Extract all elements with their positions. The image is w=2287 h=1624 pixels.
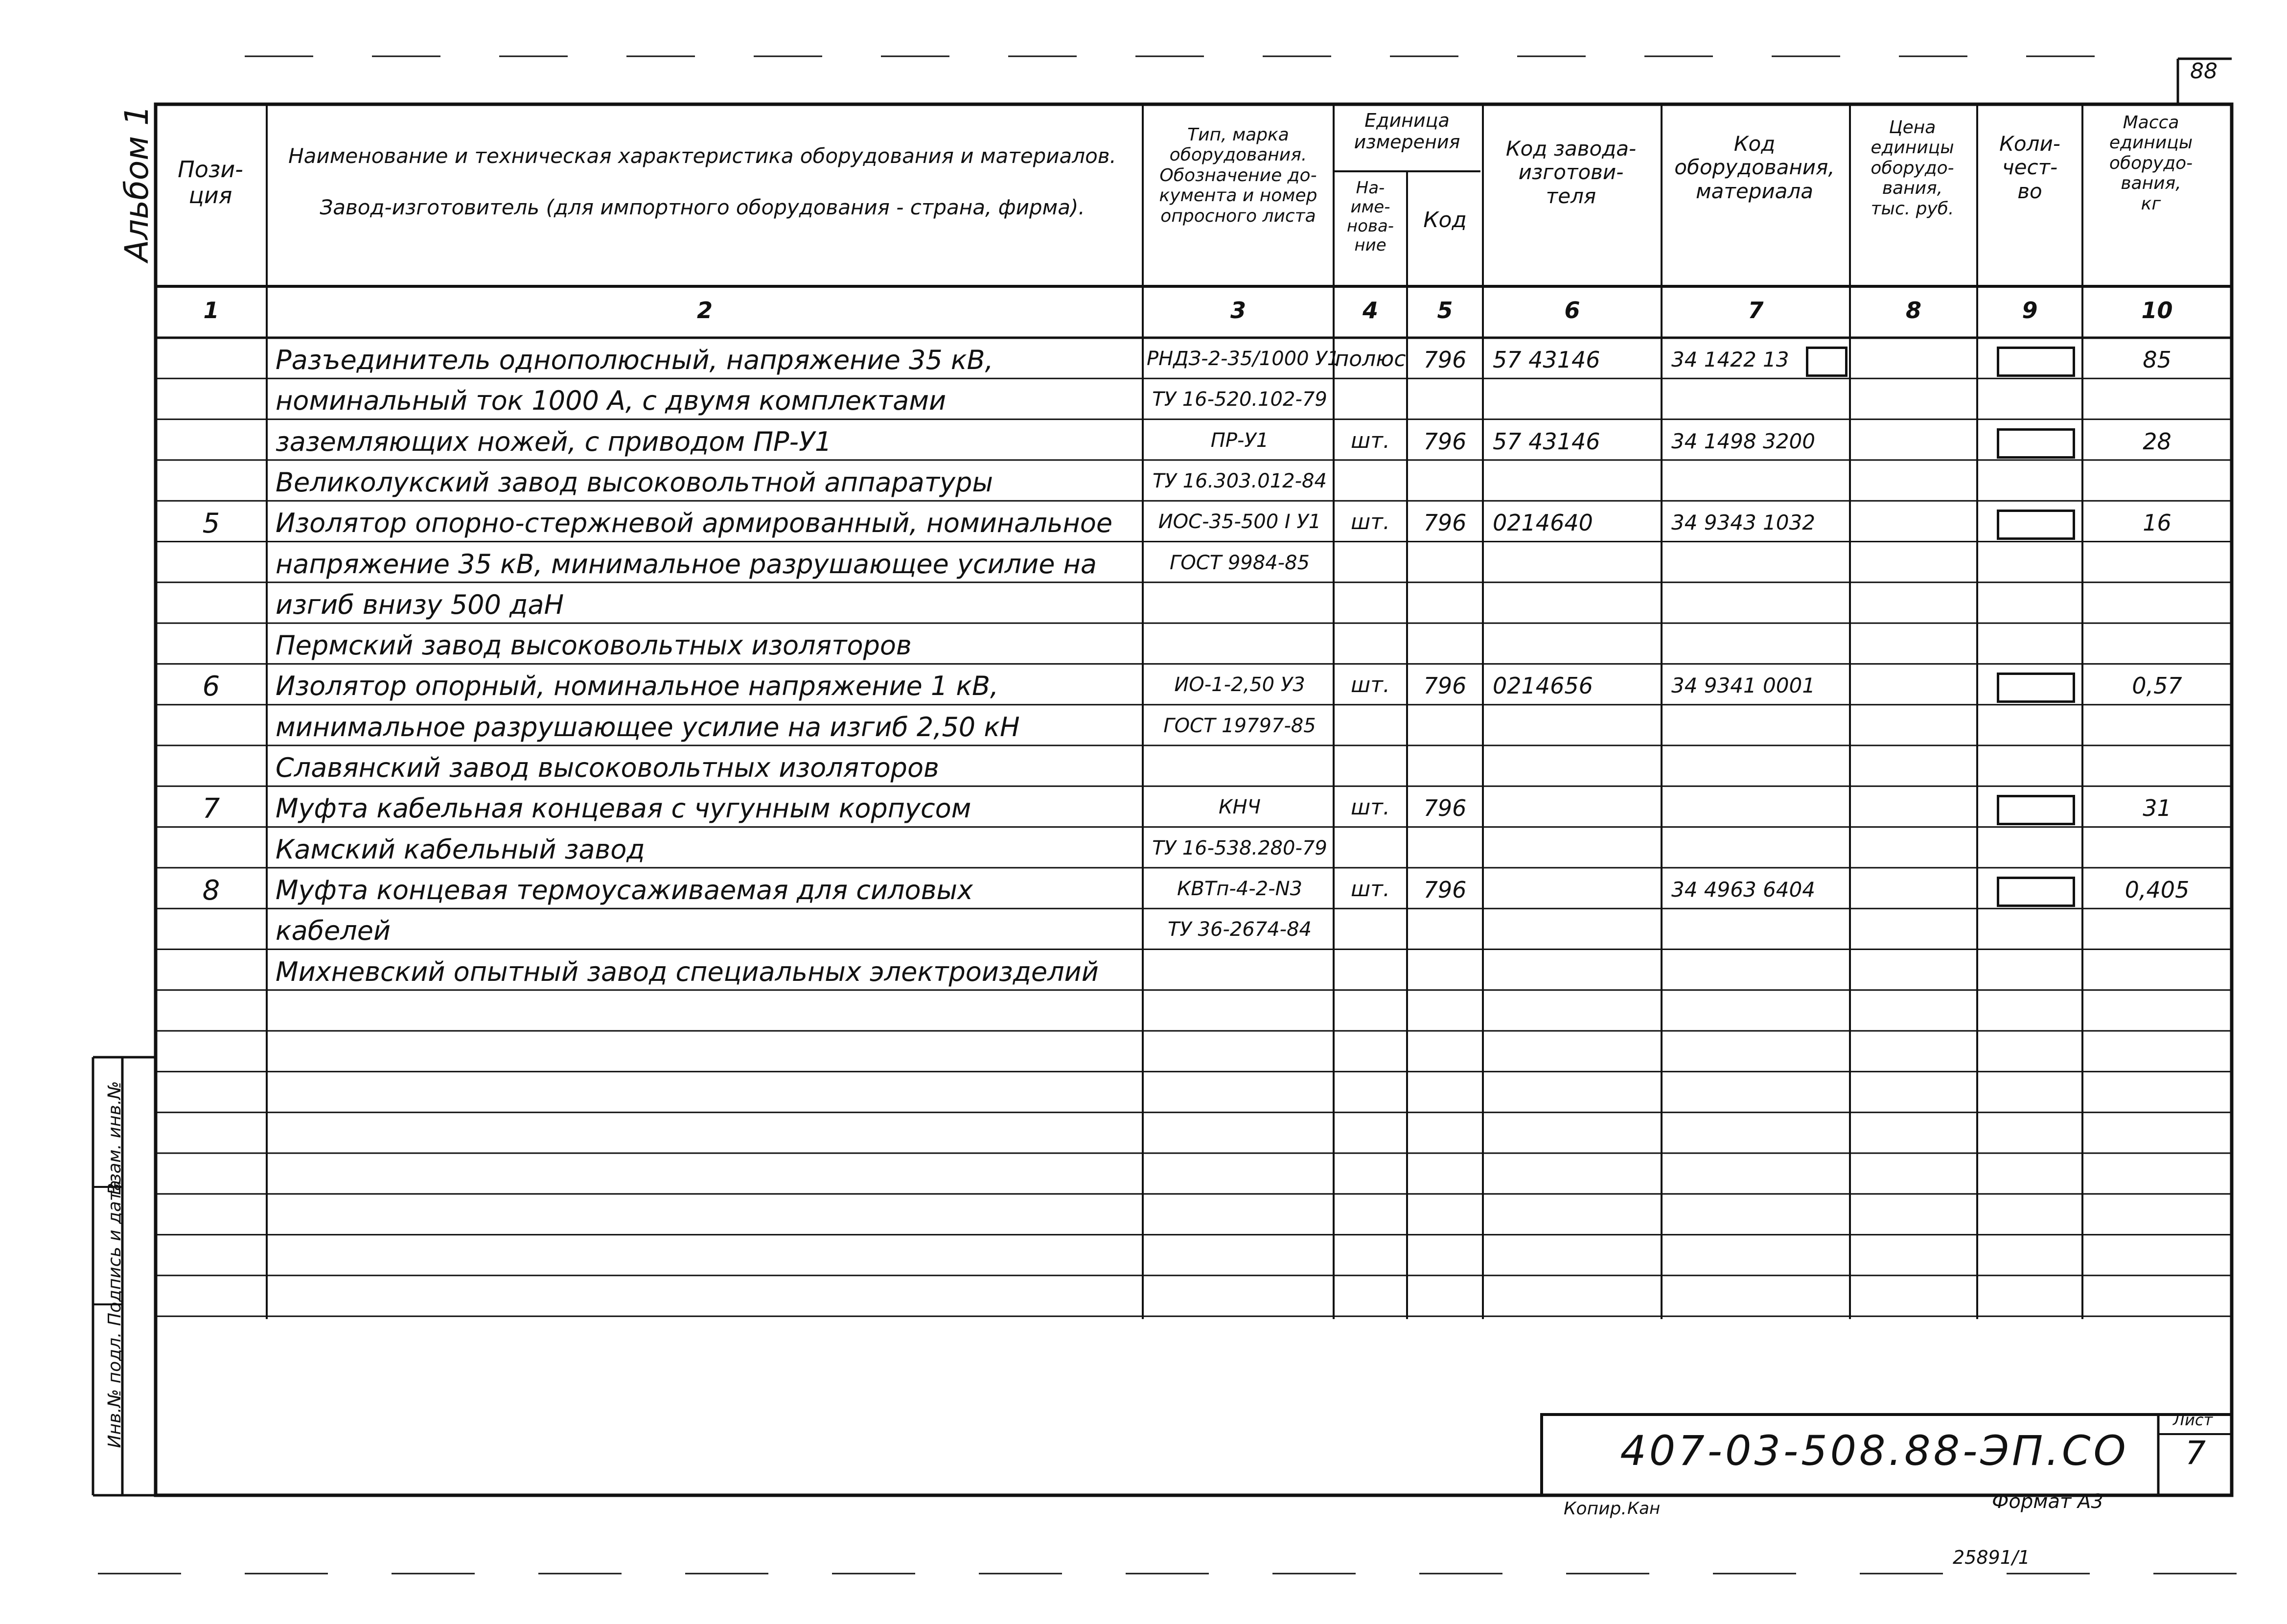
row-unit-code: 796 (1423, 510, 1467, 536)
column-number-4: 4 (1362, 297, 1378, 324)
column-number-1: 1 (203, 297, 219, 324)
row-mass: 0,405 (2125, 876, 2190, 903)
header-col1: Пози- ция (178, 156, 243, 209)
row-equipment-code: 34 1498 3200 (1671, 429, 1815, 453)
row-unit: шт. (1351, 795, 1390, 820)
side-stamp-signature-date: Подпись и дата (105, 1180, 125, 1326)
row-unit: шт. (1351, 510, 1390, 535)
row-name: Муфта кабельная концевая с чугунным корпусом (276, 793, 971, 824)
row-type: ТУ 16.303.012-84 (1153, 469, 1327, 492)
row-name: Михневский опытный завод специальных электроизделий (276, 956, 1099, 987)
row-name: заземляющих ножей, с приводом ПР-У1 (276, 426, 832, 457)
header-col6: Код завода- изготови- теля (1505, 137, 1637, 208)
row-unit-code: 796 (1423, 876, 1467, 903)
row-plant-code: 57 43146 (1493, 347, 1600, 373)
row-position: 6 (202, 671, 220, 703)
header-col10: Масса единицы оборудо- вания, кг (2109, 113, 2193, 214)
row-unit: полюс (1335, 347, 1406, 371)
copied-signature: Кан (1627, 1499, 1661, 1518)
side-stamp-vzam-inv: Взам. инв.№ (105, 1081, 125, 1195)
album-label: Альбом 1 (118, 105, 156, 262)
header-col3: Тип, марка оборудования. Обозначение до- кумента и номер опросного листа (1159, 125, 1317, 226)
row-equipment-code: 34 1422 13 (1671, 348, 1789, 371)
column-number-5: 5 (1437, 297, 1453, 324)
copied-label: Копир. (1564, 1499, 1627, 1519)
header-col45-group: Единица измерения (1354, 110, 1460, 153)
row-unit: шт. (1351, 876, 1390, 902)
row-mass: 16 (2143, 510, 2171, 536)
header-col2-line1: Наименование и техническая характеристика оборудования и материалов. (288, 144, 1116, 168)
row-name: кабелей (276, 915, 391, 947)
row-unit: шт. (1351, 673, 1390, 698)
row-name: напряжение 35 кВ, минимальное разрушающее усилие на (276, 548, 1097, 580)
column-number-6: 6 (1564, 297, 1580, 324)
row-name: Великолукский завод высоковольтной аппаратуры (276, 466, 993, 498)
row-type: ГОСТ 9984-85 (1170, 551, 1310, 574)
format-label: Формат А3 (1992, 1490, 2103, 1513)
row-position: 7 (202, 793, 220, 825)
row-type: ТУ 16-520.102-79 (1152, 388, 1327, 411)
column-number-2: 2 (696, 297, 713, 324)
row-type: ТУ 36-2674-84 (1168, 918, 1312, 941)
row-name: Славянский завод высоковольтных изоляторов (276, 752, 939, 783)
column-number-3: 3 (1230, 297, 1246, 324)
row-name: номинальный ток 1000 А, с двумя комплектами (276, 385, 947, 417)
row-type: ГОСТ 19797-85 (1163, 714, 1316, 737)
quantity-box (1997, 347, 2075, 377)
quantity-box (1997, 510, 2075, 540)
column-number-7: 7 (1748, 297, 1764, 324)
row-equipment-code: 34 4963 6404 (1671, 877, 1815, 902)
quantity-box (1997, 428, 2075, 459)
header-col8: Цена единицы оборудо- вания, тыс. руб. (1871, 117, 1954, 219)
row-plant-code: 0214640 (1493, 510, 1593, 536)
row-mass: 28 (2143, 428, 2171, 455)
column-number-8: 8 (1905, 297, 1921, 324)
sheet-value: 7 (2185, 1434, 2206, 1472)
equipment-code-box (1806, 347, 1848, 377)
row-type: ТУ 16-538.280-79 (1152, 836, 1327, 859)
row-unit-code: 796 (1423, 428, 1467, 455)
row-mass: 31 (2143, 795, 2171, 822)
row-name: минимальное разрушающее усилие на изгиб 2,50 кН (276, 711, 1020, 742)
row-unit-code: 796 (1423, 347, 1467, 373)
quantity-box (1997, 673, 2075, 703)
side-stamp-inv-podl: Инв.№ подл. (105, 1332, 125, 1448)
row-equipment-code: 34 9341 0001 (1671, 673, 1815, 698)
top-sheet-number: 88 (2190, 59, 2218, 84)
row-name: Изолятор опорно-стержневой армированный, номинальное (276, 508, 1113, 539)
row-name: изгиб внизу 500 даН (276, 589, 564, 620)
row-unit-code: 796 (1423, 673, 1467, 699)
row-type: РНДЗ-2-35/1000 У1 (1147, 348, 1340, 370)
row-type: ПР-У1 (1210, 429, 1269, 452)
row-position: 8 (202, 874, 220, 906)
row-unit: шт. (1351, 428, 1390, 453)
column-number-9: 9 (2022, 297, 2038, 324)
column-number-10: 10 (2141, 297, 2173, 324)
row-name: Изолятор опорный, номинальное напряжение 1 кВ, (276, 671, 999, 702)
header-col9: Коли- чест- во (1999, 132, 2060, 203)
row-plant-code: 57 43146 (1493, 428, 1600, 455)
row-type: КНЧ (1219, 796, 1261, 819)
header-col7: Код оборудования, материала (1674, 132, 1835, 203)
row-name: Разъединитель однополюсный, напряжение 35 кВ, (276, 345, 993, 375)
row-mass: 85 (2143, 347, 2171, 373)
row-position: 5 (202, 508, 220, 540)
row-plant-code: 0214656 (1493, 673, 1593, 699)
row-mass: 0,57 (2132, 673, 2182, 699)
row-type: ИОС-35-500 I У1 (1158, 510, 1321, 534)
document-code: 407-03-508.88-ЭП.СО (1620, 1427, 2129, 1475)
header-col4: На- име- нова- ние (1346, 178, 1394, 255)
bottom-number: 25891/1 (1953, 1547, 2030, 1568)
row-name: Камский кабельный завод (276, 834, 645, 865)
row-name: Пермский завод высоковольтных изоляторов (276, 630, 912, 661)
row-equipment-code: 34 9343 1032 (1671, 510, 1815, 535)
row-type: КВТп-4-2-N3 (1177, 877, 1302, 900)
header-col2-line2: Завод-изготовитель (для импортного оборудования - страна, фирма). (320, 195, 1085, 219)
row-type: ИО-1-2,50 У3 (1174, 673, 1305, 696)
sheet-label: Лист (2173, 1411, 2213, 1429)
quantity-box (1997, 795, 2075, 825)
row-name: Муфта концевая термоусаживаемая для силовых (276, 874, 973, 905)
quantity-box (1997, 877, 2075, 907)
row-unit-code: 796 (1423, 795, 1467, 822)
header-col5: Код (1423, 208, 1467, 232)
